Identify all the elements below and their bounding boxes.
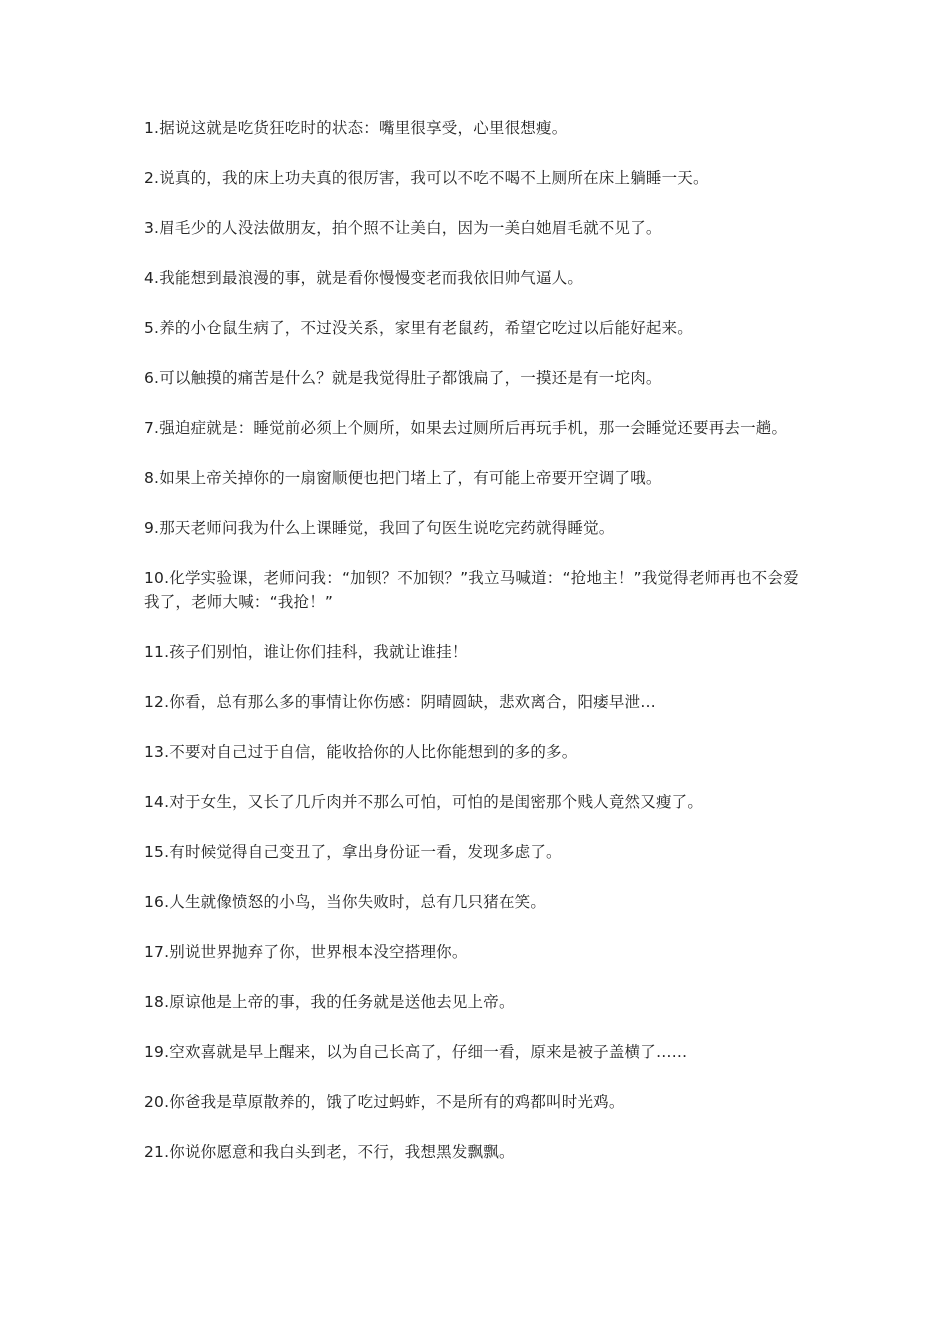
list-item: 17.别说世界抛弃了你，世界根本没空搭理你。 [144, 943, 468, 961]
list-item: 4.我能想到最浪漫的事，就是看你慢慢变老而我依旧帅气逼人。 [144, 269, 584, 287]
list-item: 2.说真的，我的床上功夫真的很厉害，我可以不吃不喝不上厕所在床上躺睡一天。 [144, 169, 709, 187]
list-item: 7.强迫症就是：睡觉前必须上个厕所，如果去过厕所后再玩手机，那一会睡觉还要再去一趟。 [144, 419, 788, 437]
list-item: 21.你说你愿意和我白头到老，不行，我想黑发飘飘。 [144, 1143, 515, 1161]
list-item: 10.化学实验课，老师问我：“加钡？不加钡？”我立马喊道：“抢地主！”我觉得老师再也不会爱我了，老师大喊：“我抢！” [144, 569, 799, 611]
joke-list [144, 116, 814, 1190]
list-item: 14.对于女生，又长了几斤肉并不那么可怕，可怕的是闺密那个贱人竟然又瘦了。 [144, 793, 704, 811]
list-item: 19.空欢喜就是早上醒来，以为自己长高了，仔细一看，原来是被子盖横了…… [144, 1043, 688, 1061]
list-item: 15.有时候觉得自己变丑了，拿出身份证一看，发现多虑了。 [144, 843, 562, 861]
list-item: 12.你看，总有那么多的事情让你伤感：阴晴圆缺，悲欢离合，阳痿早泄… [144, 693, 656, 711]
list-item: 13.不要对自己过于自信，能收拾你的人比你能想到的多的多。 [144, 743, 578, 761]
list-item: 8.如果上帝关掉你的一扇窗顺便也把门堵上了，有可能上帝要开空调了哦。 [144, 469, 662, 487]
list-item: 18.原谅他是上帝的事，我的任务就是送他去见上帝。 [144, 993, 515, 1011]
list-item: 11.孩子们别怕，谁让你们挂科，我就让谁挂！ [144, 643, 468, 661]
list-item: 9.那天老师问我为什么上课睡觉，我回了句医生说吃完药就得睡觉。 [144, 519, 615, 537]
list-item: 20.你爸我是草原散养的，饿了吃过蚂蚱，不是所有的鸡都叫时光鸡。 [144, 1093, 625, 1111]
list-item: 5.养的小仓鼠生病了，不过没关系，家里有老鼠药，希望它吃过以后能好起来。 [144, 319, 693, 337]
list-item: 6.可以触摸的痛苦是什么？就是我觉得肚子都饿扁了，一摸还是有一坨肉。 [144, 369, 662, 387]
list-item: 1.据说这就是吃货狂吃时的状态：嘴里很享受，心里很想瘦。 [144, 119, 568, 137]
list-item: 16.人生就像愤怒的小鸟，当你失败时，总有几只猪在笑。 [144, 893, 547, 911]
list-item: 3.眉毛少的人没法做朋友，拍个照不让美白，因为一美白她眉毛就不见了。 [144, 219, 662, 237]
